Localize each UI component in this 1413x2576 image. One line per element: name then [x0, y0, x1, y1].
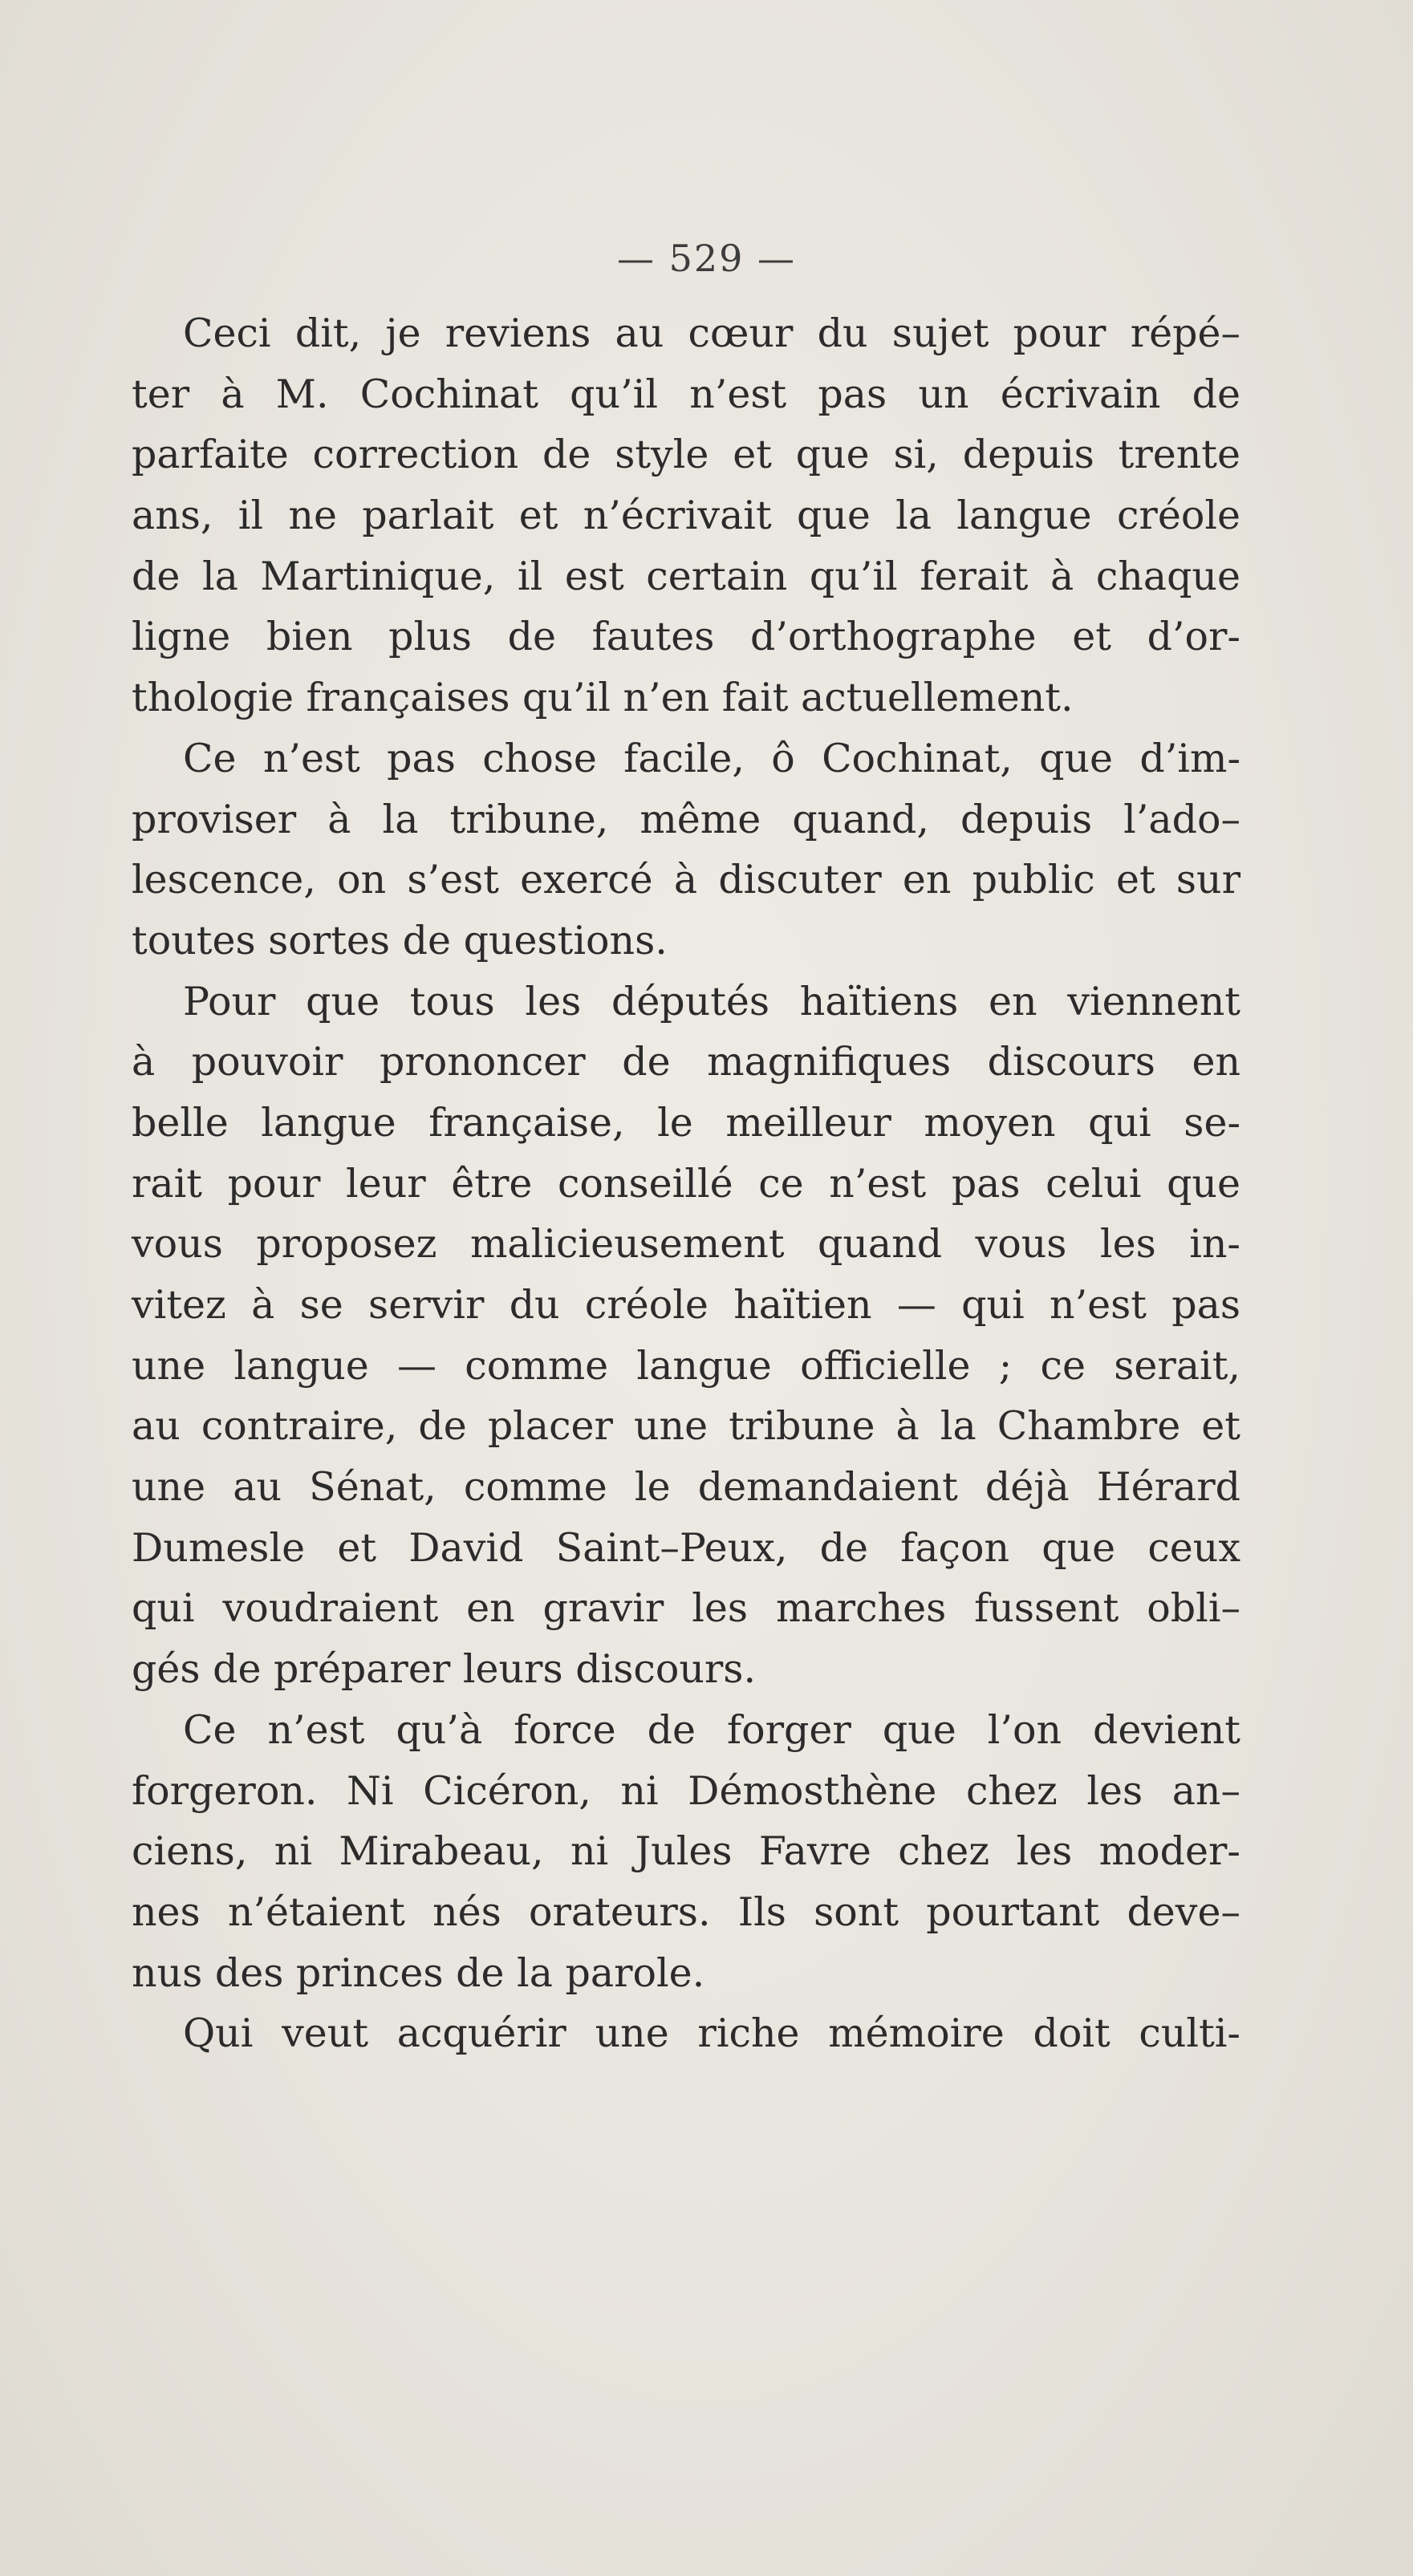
text-line: parfaite correction de style et que si, depuis trente — [132, 432, 1240, 478]
text-line: ciens, ni Mirabeau, ni Jules Favre chez les moder- — [132, 1828, 1240, 1875]
text-line: de la Martinique, il est certain qu’il ferait à chaque — [132, 553, 1240, 599]
text-line: vous proposez malicieusement quand vous les in- — [132, 1221, 1240, 1268]
text-line: Ce n’est pas chose facile, ô Cochinat, que d’im- — [183, 735, 1240, 781]
text-line: forgeron. Ni Cicéron, ni Démosthène chez les an– — [132, 1767, 1240, 1814]
text-line: à pouvoir prononcer de magnifiques discours en — [132, 1039, 1240, 1085]
text-line: ans, il ne parlait et n’écrivait que la langue créole — [132, 493, 1240, 539]
text-line: ligne bien plus de fautes d’orthographe et d’or- — [132, 614, 1240, 660]
text-line: gés de préparer leurs discours. — [132, 1646, 757, 1693]
text-line: au contraire, de placer une tribune à la Chambre et — [132, 1403, 1240, 1450]
text-line: Dumesle et David Saint–Peux, de façon que ceux — [132, 1524, 1240, 1571]
text-line: proviser à la tribune, même quand, depuis l’ado– — [132, 796, 1240, 842]
text-line: vitez à se servir du créole haïtien — qui n’est pas — [132, 1282, 1240, 1328]
text-line: nes n’étaient nés orateurs. Ils sont pourtant deve– — [132, 1888, 1240, 1935]
text-line: toutes sortes de questions. — [132, 917, 668, 963]
text-line: Ce n’est qu’à force de forger que l’on devient — [183, 1706, 1240, 1753]
text-line: Ceci dit, je reviens au cœur du sujet pour répé– — [183, 310, 1240, 356]
text-line: qui voudraient en gravir les marches fussent obli– — [132, 1585, 1240, 1632]
text-line: nus des princes de la parole. — [132, 1949, 705, 1996]
text-line: rait pour leur être conseillé ce n’est pas celui que — [132, 1160, 1240, 1207]
text-line: ter à M. Cochinat qu’il n’est pas un écrivain de — [132, 371, 1240, 417]
text-line: Pour que tous les députés haïtiens en viennent — [183, 978, 1240, 1024]
text-line: lescence, on s’est exercé à discuter en public et sur — [132, 857, 1240, 903]
text-line: belle langue française, le meilleur moyen qui se- — [132, 1099, 1240, 1146]
text-line: une au Sénat, comme le demandaient déjà Hérard — [132, 1464, 1240, 1511]
text-line: une langue — comme langue officielle ; ce serait, — [132, 1342, 1240, 1389]
text-line: Qui veut acquérir une riche mémoire doit culti- — [183, 2010, 1240, 2057]
text-line: thologie françaises qu’il n’en fait actuellement. — [132, 675, 1074, 721]
body-text — [132, 303, 1240, 2064]
page-number: — 529 — — [616, 237, 797, 280]
